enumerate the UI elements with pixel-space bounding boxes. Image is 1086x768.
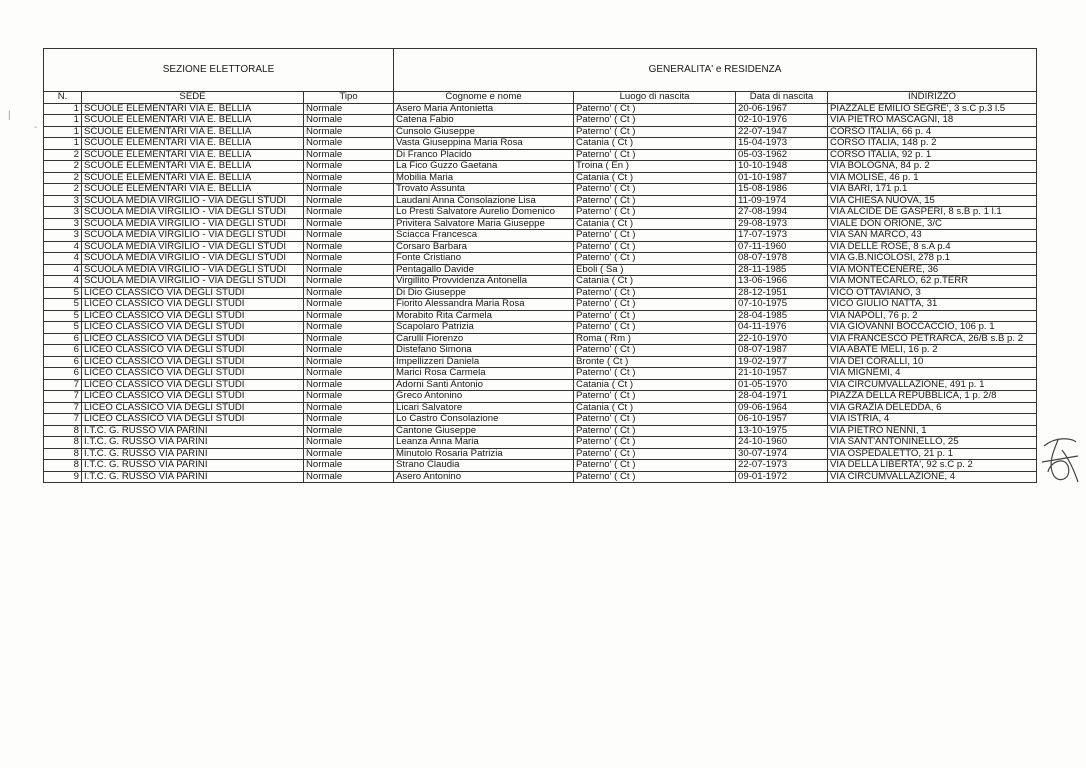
row-tipo: Normale	[304, 264, 394, 276]
row-sede: LICEO CLASSICO VIA DEGLI STUDI	[82, 287, 304, 299]
row-number: 8	[44, 425, 82, 437]
row-sede: LICEO CLASSICO VIA DEGLI STUDI	[82, 414, 304, 426]
row-tipo: Normale	[304, 253, 394, 265]
row-nome: Marici Rosa Carmela	[394, 368, 574, 380]
table-row	[44, 287, 1037, 299]
row-data: 20-06-1967	[736, 103, 828, 115]
col-header-nome: Cognome e nome	[394, 92, 574, 104]
row-tipo: Normale	[304, 356, 394, 368]
table-row	[44, 241, 1037, 253]
row-nome: Morabito Rita Carmela	[394, 310, 574, 322]
row-data: 09-01-1972	[736, 471, 828, 483]
row-indirizzo: PIAZZALE EMILIO SEGRE', 3 s.C p.3 l.5	[828, 103, 1037, 115]
table-row	[44, 103, 1037, 115]
row-nome: Pentagallo Davide	[394, 264, 574, 276]
row-luogo: Paterno' ( Ct )	[574, 345, 736, 357]
row-indirizzo: VIA ALCIDE DE GASPERI, 8 s.B p. 1 l.1	[828, 207, 1037, 219]
row-nome: Distefano Simona	[394, 345, 574, 357]
table-row	[44, 218, 1037, 230]
row-number: 7	[44, 379, 82, 391]
row-indirizzo: VIA GIOVANNI BOCCACCIO, 106 p. 1	[828, 322, 1037, 334]
row-data: 13-10-1975	[736, 425, 828, 437]
row-number: 8	[44, 437, 82, 449]
table-row	[44, 391, 1037, 403]
row-data: 04-11-1976	[736, 322, 828, 334]
row-indirizzo: VIA SANT'ANTONINELLO, 25	[828, 437, 1037, 449]
row-nome: Fonte Cristiano	[394, 253, 574, 265]
row-nome: Asero Maria Antonietta	[394, 103, 574, 115]
row-luogo: Catania ( Ct )	[574, 138, 736, 150]
row-data: 06-10-1957	[736, 414, 828, 426]
row-sede: I.T.C. G. RUSSO VIA PARINI	[82, 471, 304, 483]
row-indirizzo: CORSO ITALIA, 148 p. 2	[828, 138, 1037, 150]
row-number: 1	[44, 126, 82, 138]
row-luogo: Paterno' ( Ct )	[574, 126, 736, 138]
table-row	[44, 115, 1037, 127]
row-nome: Greco Antonino	[394, 391, 574, 403]
row-sede: SCUOLE ELEMENTARI VIA E. BELLIA	[82, 161, 304, 173]
table-row	[44, 299, 1037, 311]
row-number: 7	[44, 402, 82, 414]
row-sede: LICEO CLASSICO VIA DEGLI STUDI	[82, 379, 304, 391]
electoral-roll-table	[43, 48, 1037, 483]
row-indirizzo: VIA PIETRO NENNI, 1	[828, 425, 1037, 437]
row-tipo: Normale	[304, 276, 394, 288]
row-tipo: Normale	[304, 241, 394, 253]
row-sede: SCUOLA MEDIA VIRGILIO - VIA DEGLI STUDI	[82, 195, 304, 207]
table-row	[44, 276, 1037, 288]
row-number: 5	[44, 299, 82, 311]
row-tipo: Normale	[304, 402, 394, 414]
table-row	[44, 253, 1037, 265]
row-nome: Privitera Salvatore Maria Giuseppe	[394, 218, 574, 230]
row-tipo: Normale	[304, 207, 394, 219]
row-data: 07-10-1975	[736, 299, 828, 311]
row-nome: Catena Fabio	[394, 115, 574, 127]
col-header-tipo: Tipo	[304, 92, 394, 104]
row-luogo: Paterno' ( Ct )	[574, 149, 736, 161]
sezione-header: SEZIONE ELETTORALE	[44, 49, 394, 92]
row-indirizzo: VIA GRAZIA DELEDDA, 6	[828, 402, 1037, 414]
row-tipo: Normale	[304, 425, 394, 437]
row-data: 28-12-1951	[736, 287, 828, 299]
row-data: 08-07-1978	[736, 253, 828, 265]
row-sede: SCUOLE ELEMENTARI VIA E. BELLIA	[82, 103, 304, 115]
row-data: 10-10-1948	[736, 161, 828, 173]
col-header-indirizzo: INDIRIZZO	[828, 92, 1037, 104]
row-data: 27-08-1994	[736, 207, 828, 219]
row-nome: Scapolaro Patrizia	[394, 322, 574, 334]
row-tipo: Normale	[304, 230, 394, 242]
table-row	[44, 161, 1037, 173]
margin-mark: -	[34, 122, 38, 133]
row-number: 6	[44, 333, 82, 345]
row-nome: Leanza Anna Maria	[394, 437, 574, 449]
row-tipo: Normale	[304, 299, 394, 311]
row-nome: Di Franco Placido	[394, 149, 574, 161]
row-tipo: Normale	[304, 115, 394, 127]
row-data: 21-10-1957	[736, 368, 828, 380]
row-indirizzo: VIA CIRCUMVALLAZIONE, 4	[828, 471, 1037, 483]
row-tipo: Normale	[304, 287, 394, 299]
row-sede: SCUOLE ELEMENTARI VIA E. BELLIA	[82, 184, 304, 196]
table-row	[44, 310, 1037, 322]
row-number: 4	[44, 241, 82, 253]
row-nome: Vasta Giuseppina Maria Rosa	[394, 138, 574, 150]
row-number: 8	[44, 448, 82, 460]
row-sede: SCUOLE ELEMENTARI VIA E. BELLIA	[82, 149, 304, 161]
row-tipo: Normale	[304, 391, 394, 403]
row-indirizzo: VIA OSPEDALETTO, 21 p. 1	[828, 448, 1037, 460]
row-sede: SCUOLA MEDIA VIRGILIO - VIA DEGLI STUDI	[82, 230, 304, 242]
row-indirizzo: VIA DELLE ROSE, 8 s.A p.4	[828, 241, 1037, 253]
table-body	[44, 103, 1037, 483]
row-data: 01-10-1987	[736, 172, 828, 184]
row-indirizzo: VIA DEI CORALLI, 10	[828, 356, 1037, 368]
row-nome: Mobilia Maria	[394, 172, 574, 184]
row-luogo: Bronte ( Ct )	[574, 356, 736, 368]
row-data: 22-07-1973	[736, 460, 828, 472]
table-row	[44, 448, 1037, 460]
margin-mark: |	[8, 110, 11, 121]
row-luogo: Paterno' ( Ct )	[574, 299, 736, 311]
row-tipo: Normale	[304, 218, 394, 230]
row-nome: Di Dio Giuseppe	[394, 287, 574, 299]
row-data: 29-08-1973	[736, 218, 828, 230]
row-sede: LICEO CLASSICO VIA DEGLI STUDI	[82, 310, 304, 322]
row-sede: I.T.C. G. RUSSO VIA PARINI	[82, 448, 304, 460]
row-indirizzo: VIA MONTECARLO, 62 p.TERR	[828, 276, 1037, 288]
row-luogo: Paterno' ( Ct )	[574, 437, 736, 449]
row-tipo: Normale	[304, 379, 394, 391]
row-nome: Cantone Giuseppe	[394, 425, 574, 437]
row-number: 6	[44, 356, 82, 368]
row-sede: LICEO CLASSICO VIA DEGLI STUDI	[82, 368, 304, 380]
row-nome: Asero Antonino	[394, 471, 574, 483]
row-number: 6	[44, 368, 82, 380]
row-tipo: Normale	[304, 437, 394, 449]
row-data: 15-04-1973	[736, 138, 828, 150]
row-tipo: Normale	[304, 368, 394, 380]
row-number: 1	[44, 138, 82, 150]
row-tipo: Normale	[304, 149, 394, 161]
row-sede: SCUOLA MEDIA VIRGILIO - VIA DEGLI STUDI	[82, 253, 304, 265]
table-row	[44, 356, 1037, 368]
col-header-data: Data di nascita	[736, 92, 828, 104]
row-luogo: Catania ( Ct )	[574, 172, 736, 184]
row-indirizzo: VIA MONTECENERE, 36	[828, 264, 1037, 276]
row-number: 7	[44, 391, 82, 403]
row-luogo: Paterno' ( Ct )	[574, 391, 736, 403]
row-nome: Cunsolo Giuseppe	[394, 126, 574, 138]
row-number: 2	[44, 149, 82, 161]
row-tipo: Normale	[304, 126, 394, 138]
row-indirizzo: CORSO ITALIA, 66 p. 4	[828, 126, 1037, 138]
row-number: 2	[44, 184, 82, 196]
row-tipo: Normale	[304, 195, 394, 207]
row-indirizzo: VIA CIRCUMVALLAZIONE, 491 p. 1	[828, 379, 1037, 391]
row-indirizzo: VICO OTTAVIANO, 3	[828, 287, 1037, 299]
row-luogo: Paterno' ( Ct )	[574, 287, 736, 299]
row-luogo: Paterno' ( Ct )	[574, 425, 736, 437]
row-nome: Fiorito Alessandra Maria Rosa	[394, 299, 574, 311]
row-sede: I.T.C. G. RUSSO VIA PARINI	[82, 460, 304, 472]
row-indirizzo: VIA BARI, 171 p.1	[828, 184, 1037, 196]
table-row	[44, 184, 1037, 196]
row-sede: SCUOLA MEDIA VIRGILIO - VIA DEGLI STUDI	[82, 218, 304, 230]
row-luogo: Catania ( Ct )	[574, 218, 736, 230]
row-data: 08-07-1987	[736, 345, 828, 357]
row-luogo: Paterno' ( Ct )	[574, 448, 736, 460]
row-nome: Licari Salvatore	[394, 402, 574, 414]
row-nome: Lo Castro Consolazione	[394, 414, 574, 426]
row-sede: I.T.C. G. RUSSO VIA PARINI	[82, 425, 304, 437]
row-indirizzo: VIA CHIESA NUOVA, 15	[828, 195, 1037, 207]
table-row	[44, 126, 1037, 138]
row-nome: Corsaro Barbara	[394, 241, 574, 253]
row-indirizzo: VIA G.B.NICOLOSI, 278 p.1	[828, 253, 1037, 265]
row-nome: Strano Claudia	[394, 460, 574, 472]
row-data: 09-06-1964	[736, 402, 828, 414]
row-data: 11-09-1974	[736, 195, 828, 207]
generalita-header: GENERALITA' e RESIDENZA	[394, 49, 1037, 92]
row-number: 5	[44, 310, 82, 322]
table-row	[44, 172, 1037, 184]
row-data: 02-10-1976	[736, 115, 828, 127]
table-row	[44, 379, 1037, 391]
row-nome: Virgillito Provvidenza Antonella	[394, 276, 574, 288]
row-sede: SCUOLA MEDIA VIRGILIO - VIA DEGLI STUDI	[82, 276, 304, 288]
table-row	[44, 138, 1037, 150]
row-tipo: Normale	[304, 138, 394, 150]
row-luogo: Paterno' ( Ct )	[574, 184, 736, 196]
row-number: 3	[44, 195, 82, 207]
row-luogo: Catania ( Ct )	[574, 276, 736, 288]
row-nome: Minutolo Rosaria Patrizia	[394, 448, 574, 460]
row-sede: SCUOLE ELEMENTARI VIA E. BELLIA	[82, 172, 304, 184]
row-sede: LICEO CLASSICO VIA DEGLI STUDI	[82, 356, 304, 368]
row-luogo: Paterno' ( Ct )	[574, 230, 736, 242]
row-nome: Impellizzeri Daniela	[394, 356, 574, 368]
row-tipo: Normale	[304, 471, 394, 483]
row-number: 5	[44, 287, 82, 299]
row-sede: LICEO CLASSICO VIA DEGLI STUDI	[82, 333, 304, 345]
row-data: 22-07-1947	[736, 126, 828, 138]
row-data: 30-07-1974	[736, 448, 828, 460]
row-luogo: Paterno' ( Ct )	[574, 207, 736, 219]
row-data: 17-07-1973	[736, 230, 828, 242]
row-data: 28-04-1985	[736, 310, 828, 322]
row-indirizzo: VIA DELLA LIBERTA', 92 s.C p. 2	[828, 460, 1037, 472]
table-row	[44, 264, 1037, 276]
row-indirizzo: VIA ABATE MELI, 16 p. 2	[828, 345, 1037, 357]
row-luogo: Paterno' ( Ct )	[574, 322, 736, 334]
row-tipo: Normale	[304, 448, 394, 460]
row-data: 15-08-1986	[736, 184, 828, 196]
row-luogo: Paterno' ( Ct )	[574, 103, 736, 115]
row-number: 4	[44, 276, 82, 288]
row-luogo: Catania ( Ct )	[574, 402, 736, 414]
row-number: 6	[44, 345, 82, 357]
row-nome: Laudani Anna Consolazione Lisa	[394, 195, 574, 207]
row-number: 2	[44, 172, 82, 184]
row-indirizzo: VIA PIETRO MASCAGNI, 18	[828, 115, 1037, 127]
row-indirizzo: CORSO ITALIA, 92 p. 1	[828, 149, 1037, 161]
table-row	[44, 207, 1037, 219]
row-tipo: Normale	[304, 345, 394, 357]
signature-mark	[1038, 432, 1082, 488]
row-indirizzo: VIA MIGNEMI, 4	[828, 368, 1037, 380]
row-indirizzo: VIA ISTRIA, 4	[828, 414, 1037, 426]
row-luogo: Troina ( En )	[574, 161, 736, 173]
row-number: 1	[44, 103, 82, 115]
row-number: 3	[44, 230, 82, 242]
table-row	[44, 230, 1037, 242]
row-sede: LICEO CLASSICO VIA DEGLI STUDI	[82, 391, 304, 403]
table-row	[44, 425, 1037, 437]
row-sede: LICEO CLASSICO VIA DEGLI STUDI	[82, 322, 304, 334]
row-tipo: Normale	[304, 172, 394, 184]
row-data: 28-11-1985	[736, 264, 828, 276]
row-number: 1	[44, 115, 82, 127]
row-luogo: Paterno' ( Ct )	[574, 460, 736, 472]
row-number: 4	[44, 253, 82, 265]
row-tipo: Normale	[304, 322, 394, 334]
table-row	[44, 437, 1037, 449]
row-indirizzo: VIA FRANCESCO PETRARCA, 26/B s.B p. 2	[828, 333, 1037, 345]
row-luogo: Paterno' ( Ct )	[574, 241, 736, 253]
row-nome: La Fico Guzzo Gaetana	[394, 161, 574, 173]
row-luogo: Paterno' ( Ct )	[574, 310, 736, 322]
row-tipo: Normale	[304, 414, 394, 426]
row-sede: SCUOLA MEDIA VIRGILIO - VIA DEGLI STUDI	[82, 264, 304, 276]
row-number: 2	[44, 161, 82, 173]
row-indirizzo: VICO GIULIO NATTA, 31	[828, 299, 1037, 311]
row-tipo: Normale	[304, 460, 394, 472]
row-luogo: Paterno' ( Ct )	[574, 368, 736, 380]
row-luogo: Paterno' ( Ct )	[574, 195, 736, 207]
row-nome: Trovato Assunta	[394, 184, 574, 196]
row-indirizzo: PIAZZA DELLA REPUBBLICA, 1 p. 2/8	[828, 391, 1037, 403]
table-row	[44, 471, 1037, 483]
table-row	[44, 414, 1037, 426]
table-row	[44, 333, 1037, 345]
row-luogo: Paterno' ( Ct )	[574, 471, 736, 483]
row-luogo: Catania ( Ct )	[574, 379, 736, 391]
row-nome: Lo Presti Salvatore Aurelio Domenico	[394, 207, 574, 219]
row-nome: Sciacca Francesca	[394, 230, 574, 242]
row-luogo: Roma ( Rm )	[574, 333, 736, 345]
row-tipo: Normale	[304, 333, 394, 345]
row-indirizzo: VIA BOLOGNA, 84 p. 2	[828, 161, 1037, 173]
row-number: 3	[44, 207, 82, 219]
row-tipo: Normale	[304, 161, 394, 173]
table-row	[44, 149, 1037, 161]
row-data: 13-06-1966	[736, 276, 828, 288]
row-tipo: Normale	[304, 310, 394, 322]
row-number: 9	[44, 471, 82, 483]
row-tipo: Normale	[304, 103, 394, 115]
col-header-n: N.	[44, 92, 82, 104]
table-row	[44, 460, 1037, 472]
row-data: 24-10-1960	[736, 437, 828, 449]
row-data: 01-05-1970	[736, 379, 828, 391]
table-row	[44, 368, 1037, 380]
row-data: 05-03-1962	[736, 149, 828, 161]
row-sede: SCUOLE ELEMENTARI VIA E. BELLIA	[82, 115, 304, 127]
row-nome: Adorni Santi Antonio	[394, 379, 574, 391]
row-indirizzo: VIA MOLISE, 46 p. 1	[828, 172, 1037, 184]
row-tipo: Normale	[304, 184, 394, 196]
table-row	[44, 402, 1037, 414]
row-sede: SCUOLA MEDIA VIRGILIO - VIA DEGLI STUDI	[82, 241, 304, 253]
row-number: 4	[44, 264, 82, 276]
group-header-row	[44, 49, 1037, 92]
row-nome: Carulli Fiorenzo	[394, 333, 574, 345]
row-sede: I.T.C. G. RUSSO VIA PARINI	[82, 437, 304, 449]
row-data: 07-11-1960	[736, 241, 828, 253]
row-luogo: Paterno' ( Ct )	[574, 115, 736, 127]
row-sede: SCUOLE ELEMENTARI VIA E. BELLIA	[82, 138, 304, 150]
row-indirizzo: VIA NAPOLI, 76 p. 2	[828, 310, 1037, 322]
row-number: 5	[44, 322, 82, 334]
row-indirizzo: VIALE DON ORIONE, 3/C	[828, 218, 1037, 230]
row-luogo: Paterno' ( Ct )	[574, 414, 736, 426]
row-data: 28-04-1971	[736, 391, 828, 403]
table-row	[44, 322, 1037, 334]
col-header-sede: SEDE	[82, 92, 304, 104]
row-number: 3	[44, 218, 82, 230]
row-sede: LICEO CLASSICO VIA DEGLI STUDI	[82, 402, 304, 414]
table-row	[44, 345, 1037, 357]
col-header-luogo: Luogo di nascita	[574, 92, 736, 104]
row-sede: LICEO CLASSICO VIA DEGLI STUDI	[82, 299, 304, 311]
table-row	[44, 195, 1037, 207]
row-number: 8	[44, 460, 82, 472]
row-sede: SCUOLE ELEMENTARI VIA E. BELLIA	[82, 126, 304, 138]
row-sede: LICEO CLASSICO VIA DEGLI STUDI	[82, 345, 304, 357]
row-data: 22-10-1970	[736, 333, 828, 345]
row-number: 7	[44, 414, 82, 426]
column-header-row	[44, 92, 1037, 104]
row-data: 19-02-1977	[736, 356, 828, 368]
row-luogo: Paterno' ( Ct )	[574, 253, 736, 265]
row-sede: SCUOLA MEDIA VIRGILIO - VIA DEGLI STUDI	[82, 207, 304, 219]
row-luogo: Eboli ( Sa )	[574, 264, 736, 276]
row-indirizzo: VIA SAN MARCO, 43	[828, 230, 1037, 242]
